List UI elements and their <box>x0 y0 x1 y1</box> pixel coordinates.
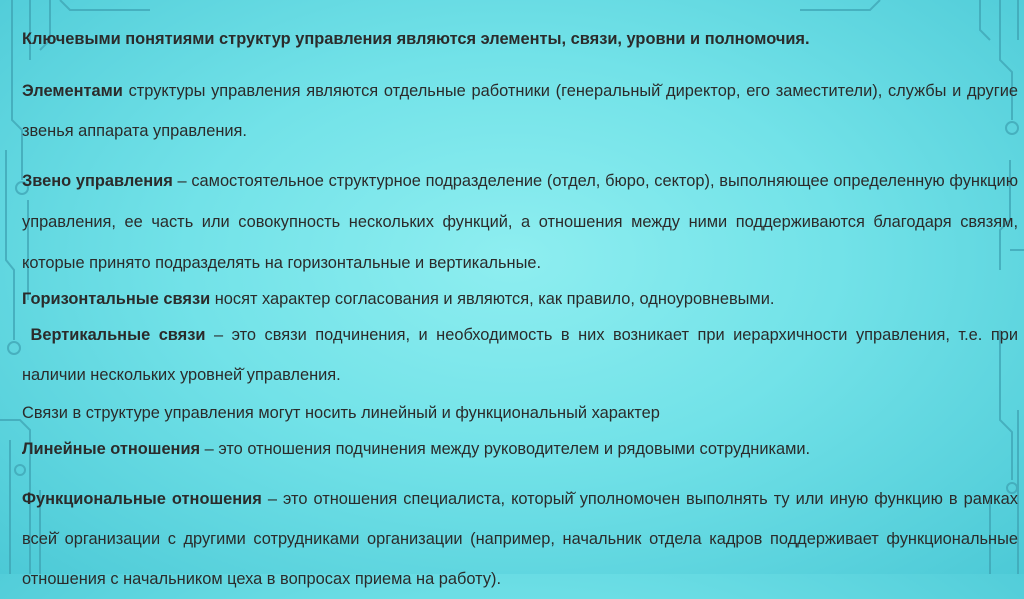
paragraph-link-types <box>22 403 1018 423</box>
paragraph-functional-relations <box>22 479 1018 599</box>
linear-relations-definition: – это отношения подчинения между руководителем и рядовыми сотрудниками. <box>200 440 811 458</box>
key-concepts-text: Ключевыми понятиями структур управления являются элементы, связи, уровни и полномочия. <box>22 30 810 48</box>
horizontal-links-definition: носят характер согласования и являются, как правило, одноуровневыми. <box>210 290 775 308</box>
elements-term: Элементами <box>22 82 123 100</box>
functional-relations-definition: – это отношения специалиста, который̆ уполномочен выполнять ту или иную функцию в рамках всей̆ организации с другими сотрудниками организации (например, начальник отдела кадров поддерживает функциональные отношения с начальником цеха в вопросах приема на работу). <box>22 490 1018 588</box>
paragraph-horizontal-links <box>22 289 1018 309</box>
linear-relations-term: Линейные отношения <box>22 440 201 458</box>
paragraph-management-unit <box>22 161 1018 284</box>
horizontal-links-term: Горизонтальные связи <box>22 290 211 308</box>
management-unit-definition: – самостоятельное структурное подразделение (отдел, бюро, сектор), выполняющее определенную функцию управления, ее часть или совокупность нескольких функций, а отношения между ними поддерживаются благодаря связям, которые принято подразделять на горизонтальные и вертикальные. <box>22 172 1018 272</box>
paragraph-elements <box>22 71 1018 151</box>
vertical-links-term: Вертикальные связи <box>22 326 206 344</box>
link-types-text: Связи в структуре управления могут носить линейный и функциональный характер <box>22 404 660 422</box>
paragraph-vertical-links <box>22 315 1018 395</box>
management-unit-term: Звено управления <box>22 172 173 190</box>
vertical-links-definition: – это связи подчинения, и необходимость в них возникает при иерархичности управления, т.е. при наличии нескольких уровней̆ управления. <box>22 326 1018 384</box>
paragraph-key-concepts <box>22 29 1018 49</box>
paragraph-linear-relations <box>22 439 1018 459</box>
elements-definition: структуры управления являются отдельные работники (генеральный̆ директор, его заместители), службы и другие звенья аппарата управления. <box>22 82 1018 140</box>
functional-relations-term: Функциональные отношения <box>22 490 262 508</box>
